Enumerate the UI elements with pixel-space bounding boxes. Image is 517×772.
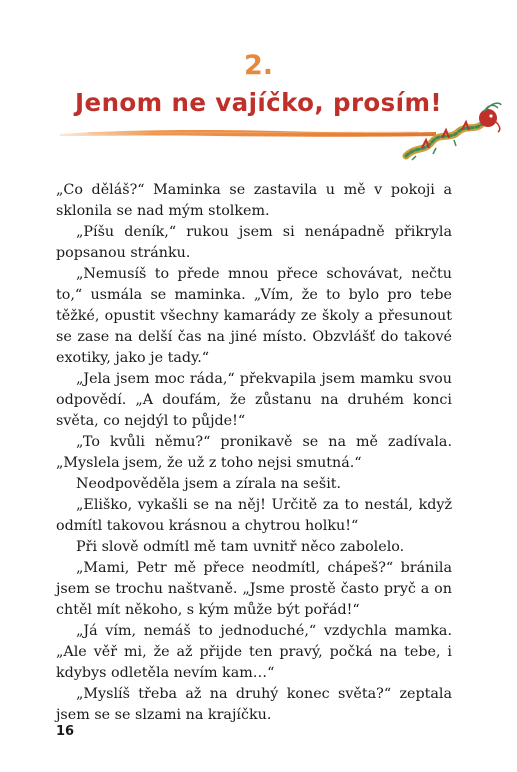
chapter-number: 2.	[243, 50, 274, 81]
paragraph: „To kvůli němu?“ pronikavě se na mě zadívala. „Myslela jsem, že už z toho nejsi smutná.“	[56, 434, 452, 471]
chapter-title: Jenom ne vajíčko, prosím!	[75, 88, 442, 117]
paragraph: „Co děláš?“ Maminka se zastavila u mě v pokoji a sklonila se nad mým stolkem.	[56, 182, 452, 219]
paragraph: Neodpověděla jsem a zírala na sešit.	[76, 476, 342, 492]
paragraph: „Píšu deník,“ rukou jsem si nenápadně přikryla popsanou stránku.	[56, 224, 452, 261]
paragraph: Při slově odmítl mě tam uvnitř něco zabolelo.	[76, 539, 405, 555]
paragraph: „Nemusíš to přede mnou přece schovávat, nečtu to,“ usmála se maminka. „Vím, že to bylo pro tebe těžké, opustit všechny kamarády ze školy a přesunout se zase na delší čas na jiné místo. Obzvlášť do takové exotiky, jako je tady.“	[56, 266, 452, 366]
story-text	[56, 180, 452, 726]
paragraph: „Já vím, nemáš to jednoduché,“ vzdychla mamka. „Ale věř mi, že až přijde ten pravý, počká na tebe, i kdybys odletěla nevím kam…“	[56, 623, 452, 681]
paragraph: „Myslíš třeba až na druhý konec světa?“ zeptala jsem se se slzami na krajíčku.	[56, 686, 452, 723]
paragraph: „Eliško, vykašli se na něj! Určitě za to nestál, když odmítl takovou krásnou a chytrou holku!“	[56, 497, 452, 534]
page-number: 16	[56, 724, 75, 739]
paragraph: „Mami, Petr mě přece neodmítl, chápeš?“ bránila jsem se trochu naštvaně. „Jsme prostě často pryč a on chtěl mít někoho, s kým může být pořád!“	[56, 560, 452, 618]
brush-stroke-divider	[58, 124, 438, 144]
paragraph: „Jela jsem moc ráda,“ překvapila jsem mamku svou odpovědí. „A doufám, že zůstanu na druhém konci světa, co nejdýl to půjde!“	[56, 371, 452, 429]
dragon-icon	[402, 102, 502, 166]
